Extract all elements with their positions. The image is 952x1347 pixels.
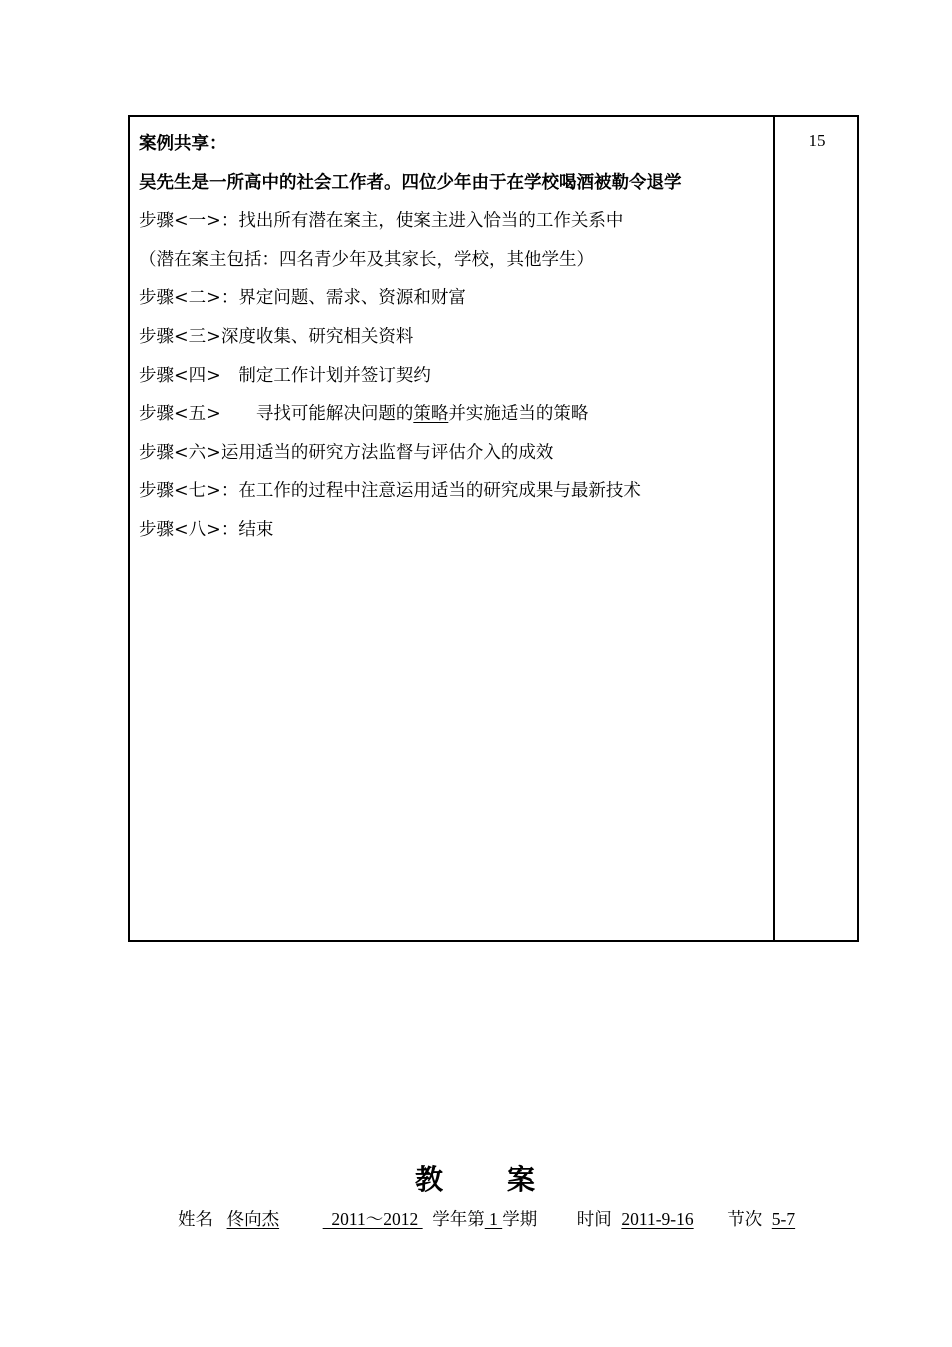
period-value: 5-7 [771, 1209, 796, 1229]
time-label: 时间 [576, 1210, 612, 1230]
step-line: 步骤<八>：结束 [139, 519, 274, 540]
case-heading: 案例共享： [139, 134, 227, 154]
year-label: 学年第 [432, 1210, 485, 1230]
step5-underlined-word: 策略 [413, 404, 449, 425]
plan-info-line [178, 1206, 795, 1231]
step-line: 步骤<三>深度收集、研究相关资料 [139, 326, 414, 347]
period-label: 节次 [727, 1210, 763, 1230]
term-label: 学期 [502, 1210, 538, 1230]
lesson-table [128, 115, 859, 942]
name-label: 姓名 [178, 1210, 213, 1230]
case-intro: 吴先生是一所高中的社会工作者。四位少年由于在学校喝酒被勒令退学 [139, 172, 682, 193]
minutes-cell: 15 [808, 131, 826, 150]
plan-title-right: 案 [507, 1163, 538, 1196]
step-line: 步骤<七>：在工作的过程中注意运用适当的研究成果与最新技术 [139, 481, 641, 502]
step5-suffix: 并实施适当的策略 [448, 404, 589, 425]
step5-prefix: 步骤<五> 寻找可能解决问题的 [139, 404, 414, 425]
year-value: 2011～2012 [322, 1209, 423, 1229]
plan-title-left: 教 [414, 1163, 445, 1196]
time-value: 2011-9-16 [621, 1209, 694, 1229]
plan-title [0, 1158, 952, 1198]
step-line: 步骤<四> 制定工作计划并签订契约 [139, 365, 431, 386]
step-line: 步骤<二>：界定问题、需求、资源和财富 [139, 288, 466, 309]
step-line: 步骤<一>：找出所有潜在案主，使案主进入恰当的工作关系中 [139, 211, 624, 232]
step-line: 步骤<六>运用适当的研究方法监督与评估介入的成效 [139, 442, 554, 463]
term-value: 1 [484, 1209, 503, 1229]
step-line: （潜在案主包括：四名青少年及其家长，学校，其他学生） [139, 249, 594, 270]
lesson-content [139, 125, 764, 550]
name-value: 佟向杰 [226, 1210, 280, 1230]
column-divider [773, 117, 775, 940]
step-line [139, 395, 764, 434]
